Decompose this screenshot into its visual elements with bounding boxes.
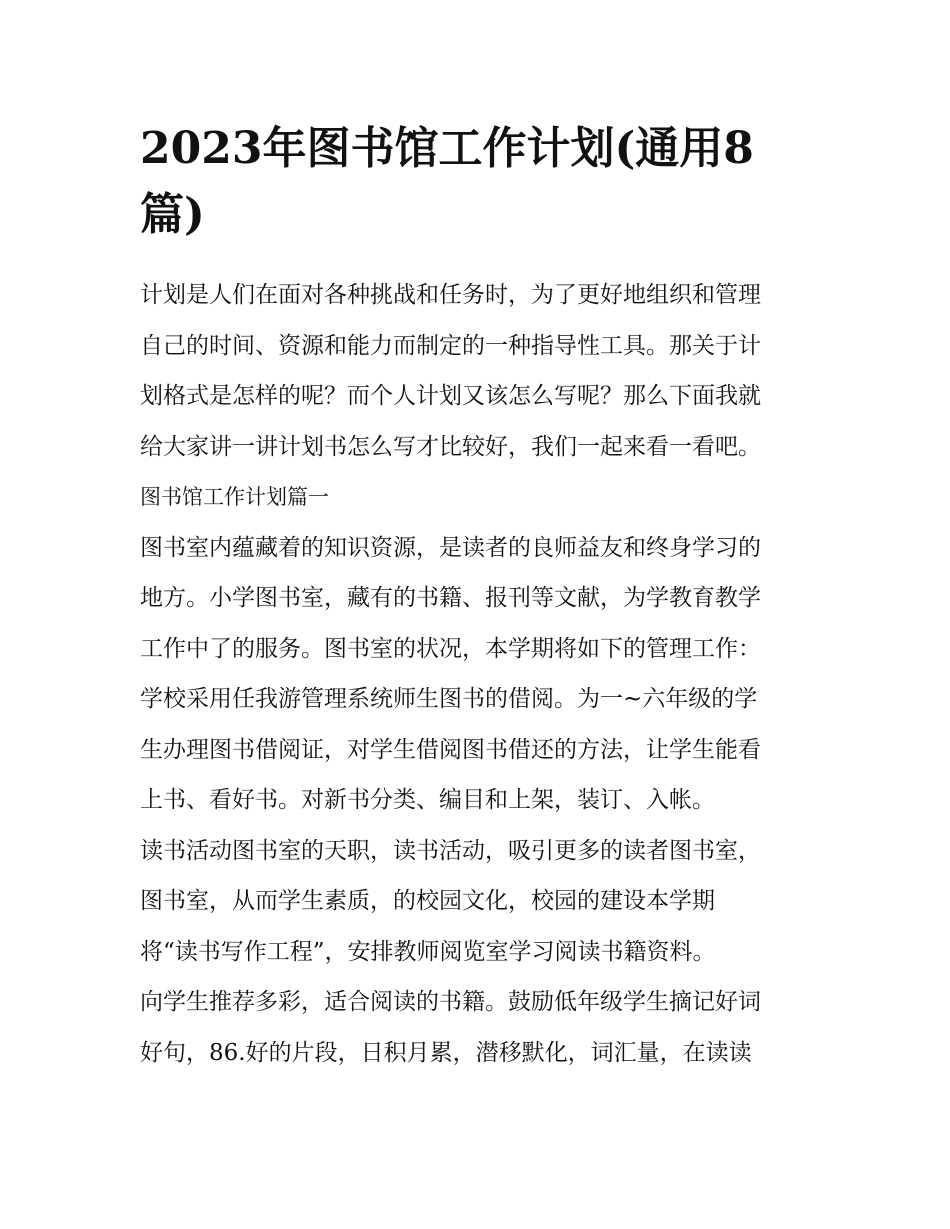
body-line: 学校采用任我游管理系统师生图书的借阅。为一~六年级的学	[140, 686, 758, 712]
body-line: 图书室内蕴藏着的知识资源，是读者的良师益友和终身学习的	[140, 534, 761, 561]
body-line: 工作中了的服务。图书室的状况，本学期将如下的管理工作：	[140, 635, 761, 662]
title-line-1: 2023年图书馆工作计划(通用8	[140, 123, 754, 174]
body-line: 生办理图书借阅证，对学生借阅图书借还的方法，让学生能看	[140, 736, 761, 763]
document-content	[140, 116, 820, 1078]
body-line: 读书活动图书室的天职，读书活动，吸引更多的读者图书室，	[140, 837, 761, 864]
body-line: 好句，86.好的片段，日积月累，潜移默化，词汇量，在读读	[140, 1039, 752, 1066]
intro-line: 给大家讲一讲计划书怎么写才比较好，我们一起来看一看吧。	[140, 433, 761, 460]
title-line-2: 篇)	[140, 189, 205, 240]
intro-line: 计划是人们在面对各种挑战和任务时，为了更好地组织和管理	[140, 282, 761, 308]
body-line: 地方。小学图书室，藏有的书籍、报刊等文献，为学教育教学	[140, 585, 761, 611]
body-line: 图书室，从而学生素质，的校园文化，校园的建设本学期	[140, 888, 715, 914]
intro-paragraph	[140, 270, 820, 472]
intro-line: 自己的时间、资源和能力而制定的一种指导性工具。那关于计	[140, 332, 761, 359]
body-line: 向学生推荐多彩，适合阅读的书籍。鼓励低年级学生摘记好词	[140, 989, 761, 1015]
intro-line: 划格式是怎样的呢？而个人计划又该怎么写呢？那么下面我就	[140, 383, 761, 409]
body-line: 将“读书写作工程”，安排教师阅览室学习阅读书籍资料。	[140, 938, 716, 965]
section-heading: 图书馆工作计划篇一	[140, 485, 329, 509]
body-line: 上书、看好书。对新书分类、编目和上架，装订、入帐。	[140, 787, 715, 813]
document-title	[140, 116, 820, 248]
body-paragraph	[140, 523, 820, 1079]
